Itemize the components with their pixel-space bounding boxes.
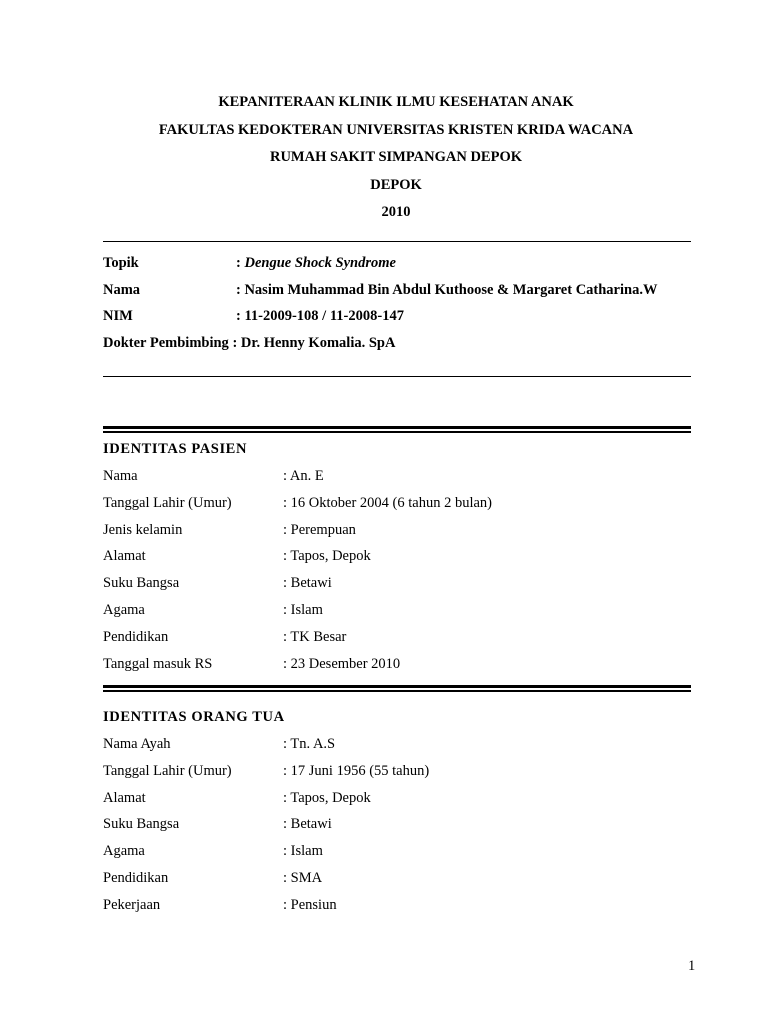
parent-label-occupation: Pekerjaan: [103, 896, 161, 913]
meta-row-topik: [103, 250, 703, 277]
parent-value-occupation: : Pensiun: [283, 896, 337, 913]
patient-row-education: [103, 624, 703, 651]
meta-label-nim: NIM: [103, 308, 133, 324]
meta-label-nama: Nama: [103, 281, 141, 298]
patient-label-ethnicity: Suku Bangsa: [103, 575, 180, 592]
patient-value-sex: : Perempuan: [283, 521, 356, 538]
meta-topik-name: Dengue Shock Syndrome: [244, 255, 396, 271]
parent-value-father-name: : Tn. A.S: [283, 736, 336, 752]
patient-value-birthdate: : 16 Oktober 2004 (6 tahun 2 bulan): [283, 494, 493, 511]
section-title-patient: IDENTITAS PASIEN: [103, 441, 248, 457]
header-line-year: 2010: [381, 204, 411, 220]
parent-label-address: Alamat: [103, 789, 146, 806]
section-divider-middle: [103, 685, 691, 692]
header-divider: [103, 241, 691, 242]
section-divider-top: [103, 426, 691, 433]
patient-label-education: Pendidikan: [103, 628, 169, 645]
patient-label-religion: Agama: [103, 601, 145, 618]
meta-info: [103, 250, 703, 356]
meta-topik-separator: :: [236, 255, 245, 271]
patient-value-name: : An. E: [283, 468, 324, 484]
patient-row-birthdate: [103, 490, 703, 517]
parent-label-birthdate: Tanggal Lahir (Umur): [103, 762, 232, 779]
parent-row-religion: [103, 838, 703, 865]
parent-value-ethnicity: : Betawi: [283, 816, 332, 833]
header-line-hospital: RUMAH SAKIT SIMPANGAN DEPOK: [269, 149, 522, 165]
patient-label-birthdate: Tanggal Lahir (Umur): [103, 494, 232, 511]
parent-value-birthdate: : 17 Juni 1956 (55 tahun): [283, 762, 430, 779]
section-title-parent: IDENTITAS ORANG TUA: [103, 709, 285, 725]
patient-row-admission-date: [103, 651, 703, 678]
patient-value-admission-date: : 23 Desember 2010: [283, 655, 401, 672]
section-parent-identity: [103, 704, 703, 919]
parent-row-address: [103, 785, 703, 812]
meta-value-nama: : Nasim Muhammad Bin Abdul Kuthoose & Margaret Catharina.W: [236, 281, 658, 298]
patient-value-address: : Tapos, Depok: [283, 548, 371, 565]
parent-value-education: : SMA: [283, 869, 323, 886]
parent-value-religion: : Islam: [283, 843, 323, 860]
meta-row-nim: [103, 303, 703, 330]
page-number: 1: [688, 958, 696, 974]
parent-row-ethnicity: [103, 811, 703, 838]
meta-value-nim: : 11-2009-108 / 11-2008-147: [236, 308, 404, 324]
section-patient-identity: [103, 436, 703, 677]
header-line-clinic: KEPANITERAAN KLINIK ILMU KESEHATAN ANAK: [218, 94, 574, 110]
patient-row-ethnicity: [103, 570, 703, 597]
meta-row-dokter: [103, 330, 703, 357]
parent-label-father-name: Nama Ayah: [103, 736, 171, 752]
document-header: [0, 89, 768, 227]
parent-row-education: [103, 865, 703, 892]
meta-row-nama: [103, 277, 703, 304]
parent-row-birthdate: [103, 758, 703, 785]
parent-label-religion: Agama: [103, 843, 145, 860]
meta-label-topik: Topik: [103, 255, 139, 271]
parent-label-education: Pendidikan: [103, 869, 169, 886]
meta-value-dokter: : Dr. Henny Komalia. SpA: [228, 334, 396, 351]
parent-label-ethnicity: Suku Bangsa: [103, 816, 180, 833]
patient-label-sex: Jenis kelamin: [103, 521, 183, 538]
patient-value-ethnicity: : Betawi: [283, 575, 332, 592]
patient-row-name: [103, 463, 703, 490]
patient-label-admission-date: Tanggal masuk RS: [103, 655, 213, 672]
header-line-faculty: FAKULTAS KEDOKTERAN UNIVERSITAS KRISTEN KRIDA WACANA: [158, 121, 634, 138]
patient-value-religion: : Islam: [283, 601, 323, 618]
patient-row-address: [103, 543, 703, 570]
meta-divider: [103, 376, 691, 377]
patient-value-education: : TK Besar: [283, 628, 347, 645]
patient-row-sex: [103, 517, 703, 544]
patient-label-name: Nama: [103, 468, 138, 484]
meta-label-dokter: Dokter Pembimbing: [103, 334, 229, 351]
patient-label-address: Alamat: [103, 548, 146, 565]
parent-row-father-name: [103, 731, 703, 758]
meta-value-topik: [236, 250, 396, 277]
patient-row-religion: [103, 597, 703, 624]
parent-value-address: : Tapos, Depok: [283, 789, 371, 806]
header-line-city: DEPOK: [370, 176, 422, 193]
parent-row-occupation: [103, 892, 703, 919]
